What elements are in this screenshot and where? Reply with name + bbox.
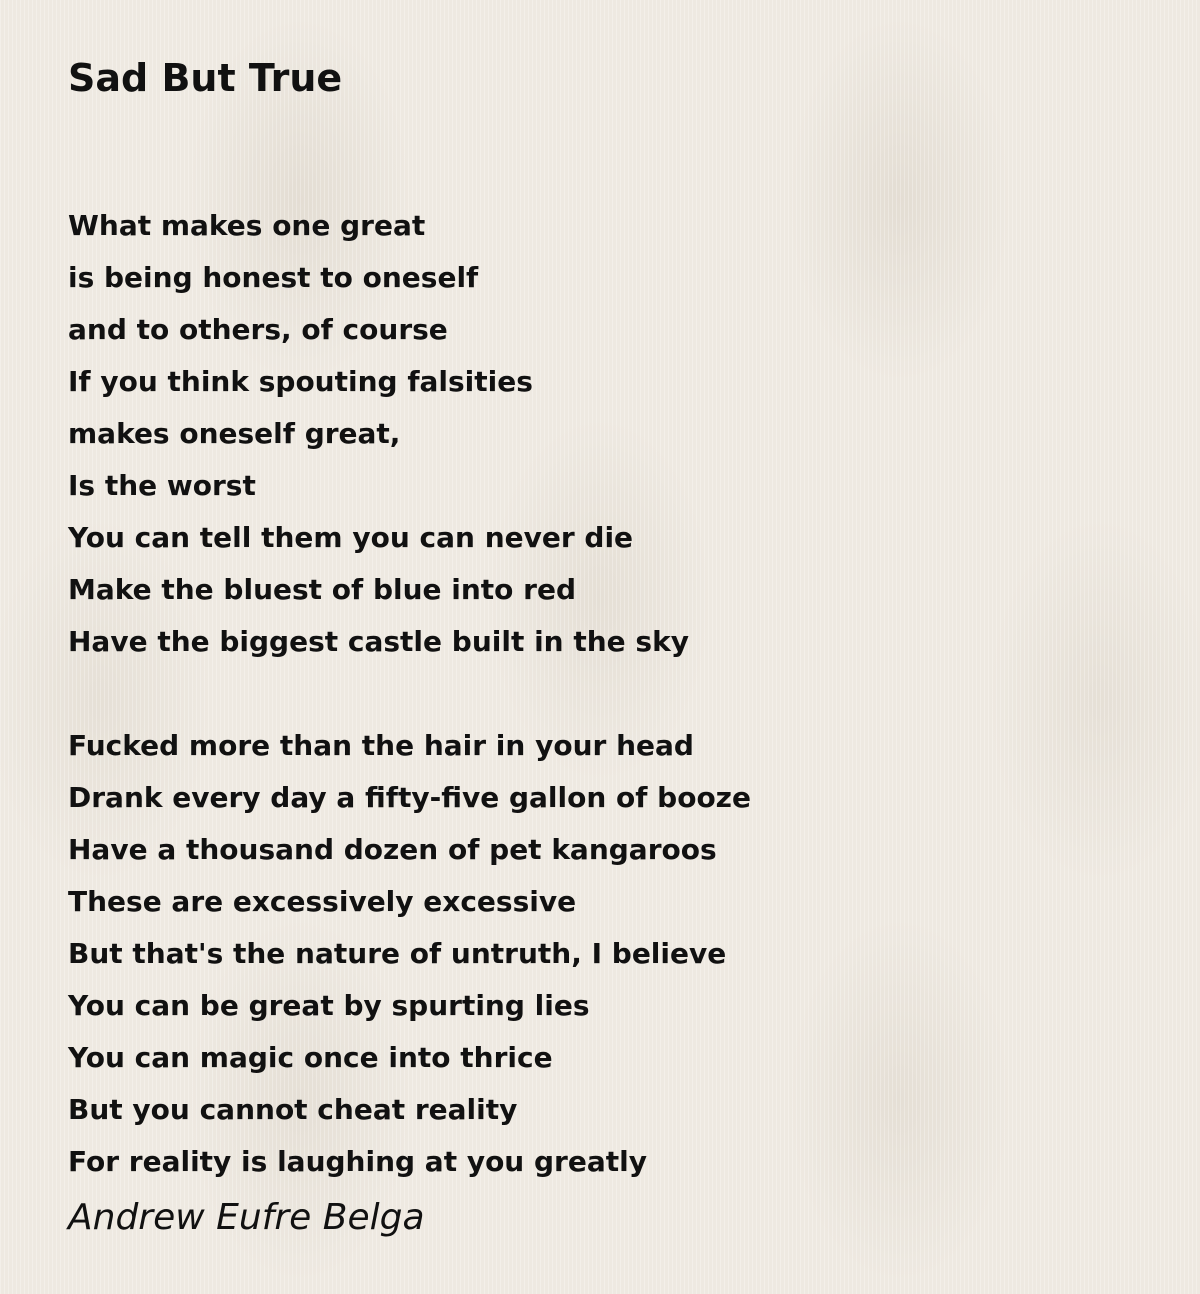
poem-line: Have a thousand dozen of pet kangaroos <box>68 833 717 866</box>
poem-line: You can be great by spurting lies <box>68 989 590 1022</box>
poem-line: You can magic once into thrice <box>68 1041 553 1074</box>
poem-line: If you think spouting falsities <box>68 365 533 398</box>
poem-author: Andrew Eufre Belga <box>68 1197 425 1238</box>
poem-line: For reality is laughing at you greatly <box>68 1145 647 1178</box>
poem-stanza-1 <box>68 200 1128 668</box>
poem-line: makes oneself great, <box>68 417 401 450</box>
poem-line: is being honest to oneself <box>68 261 479 294</box>
poem-line: Have the biggest castle built in the sky <box>68 625 689 658</box>
poem-line: But you cannot cheat reality <box>68 1093 518 1126</box>
poem-line: Drank every day a fifty-five gallon of booze <box>68 781 751 814</box>
poem-line: But that's the nature of untruth, I believe <box>68 937 727 970</box>
poem-container <box>68 52 1128 1188</box>
poem-line: and to others, of course <box>68 313 448 346</box>
poem-title: Sad But True <box>68 56 343 100</box>
poem-line: These are excessively excessive <box>68 885 577 918</box>
poem-line: Make the bluest of blue into red <box>68 573 577 606</box>
poem-stanza-2 <box>68 720 1128 1188</box>
poem-line: Fucked more than the hair in your head <box>68 729 694 762</box>
poem-line: You can tell them you can never die <box>68 521 634 554</box>
poem-line: Is the worst <box>68 469 256 502</box>
poem-line: What makes one great <box>68 209 426 242</box>
